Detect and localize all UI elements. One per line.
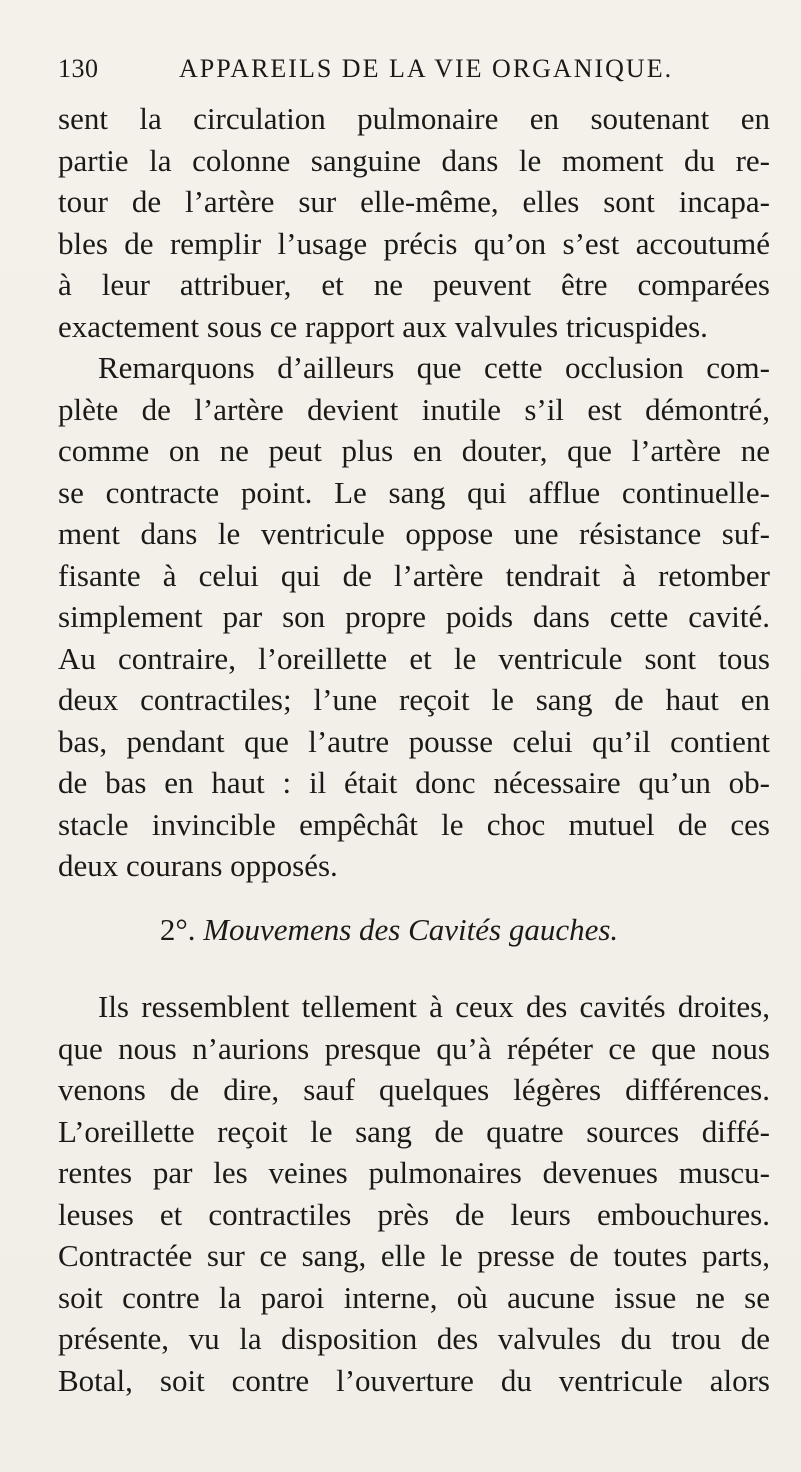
text-line: présente, vu la disposition des valvules du trou de [58,1321,770,1356]
section-title: Mouvemens des Cavités gauches. [203,911,619,947]
page-number: 130 [58,54,99,83]
text-line: venons de dire, sauf quelques légères différences. [58,1072,770,1107]
text-line: de bas en haut : il était donc nécessaire qu’un ob- [58,765,770,800]
text-line: deux courans opposés. [58,848,338,883]
body-text [58,98,770,1401]
text-line: simplement par son propre poids dans cette cavité. [58,599,770,634]
text-line: Au contraire, l’oreillette et le ventricule sont tous [58,640,770,676]
text-line: se contracte point. Le sang qui afflue continuelle- [58,474,770,510]
text-line: partie la colonne sanguine dans le moment du re- [58,142,770,178]
text-line: bas, pendant que l’autre pousse celui qu’il contient [58,723,770,759]
text-line: deux contractiles; l’une reçoit le sang de haut en [58,682,770,717]
text-line: rentes par les veines pulmonaires devenues muscu- [58,1155,770,1190]
text-line: tour de l’artère sur elle-même, elles sont incapa- [58,184,770,219]
text-line: ment dans le ventricule oppose une résistance suf- [58,516,770,551]
text-line: soit contre la paroi interne, où aucune issue ne se [58,1279,770,1315]
section-heading [58,909,770,951]
text-line: comme on ne peut plus en douter, que l’artère ne [58,433,770,468]
text-line: L’oreillette reçoit le sang de quatre sources diffé- [58,1113,770,1149]
text-line: à leur attribuer, et ne peuvent être comparées [58,267,770,302]
text-line: fisante à celui qui de l’artère tendrait à retomber [58,557,770,593]
page-header [58,54,758,94]
text-line: plète de l’artère devient inutile s’il est démontré, [58,391,770,427]
text-line: que nous n’aurions presque qu’à répéter ce que nous [58,1030,770,1066]
text-line: Remarquons d’ailleurs que cette occlusion com- [98,350,770,385]
section-number: 2°. [159,911,196,947]
text-line: Botal, soit contre l’ouverture du ventricule alors [58,1362,770,1398]
text-line: Contractée sur ce sang, elle le presse de toutes parts, [58,1238,770,1273]
text-line: sent la circulation pulmonaire en soutenant en [58,101,770,136]
running-title: APPAREILS DE LA VIE ORGANIQUE. [179,54,674,83]
text-line: Ils ressemblent tellement à ceux des cavités droites, [98,989,770,1024]
text-line: leuses et contractiles près de leurs embouchures. [58,1196,770,1232]
text-line: exactement sous ce rapport aux valvules tricuspides. [58,308,708,344]
text-line: stacle invincible empêchât le choc mutuel de ces [58,806,770,842]
text-line: bles de remplir l’usage précis qu’on s’est accoutumé [58,225,770,261]
